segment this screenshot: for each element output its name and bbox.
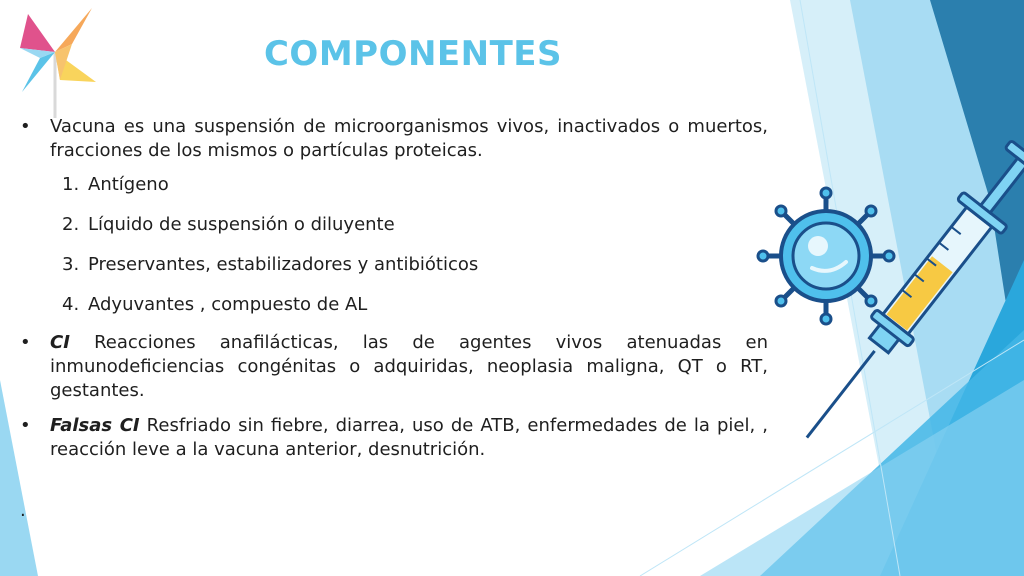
definition-text: Vacuna es una suspensión de microorganismos vivos, inactivados o muertos, fracciones de los mismos o partículas proteicas.	[50, 116, 768, 161]
ci-text: Reacciones anafilácticas, las de agentes vivos atenuadas en inmunodeficiencias congénitas o adquiridas, neoplasia maligna, QT o RT, gestantes.	[50, 332, 768, 401]
component-number: 1.	[62, 174, 80, 195]
bullet-contraindications	[20, 331, 768, 403]
component-item	[20, 213, 768, 237]
component-text: Preservantes, estabilizadores y antibióticos	[88, 254, 479, 275]
ci-label: CI	[50, 332, 70, 353]
component-text: Líquido de suspensión o diluyente	[88, 214, 395, 235]
bullet-dot: •	[20, 415, 31, 436]
stray-dot: .	[20, 500, 26, 521]
slide-content	[20, 115, 768, 484]
component-item	[20, 293, 768, 317]
component-number: 4.	[62, 294, 80, 315]
slide-title: COMPONENTES	[263, 34, 563, 74]
falsas-ci-text: Resfriado sin fiebre, diarrea, uso de ATB, enfermedades de la piel, , reacción leve a la vacuna anterior, desnutrición.	[50, 415, 768, 460]
components-list	[20, 173, 768, 317]
bullet-definition	[20, 115, 768, 163]
component-item	[20, 173, 768, 197]
virus-icon	[758, 188, 894, 324]
component-item	[20, 253, 768, 277]
bullet-false-contraindications	[20, 414, 768, 462]
component-text: Antígeno	[88, 174, 169, 195]
falsas-ci-label: Falsas CI	[50, 415, 140, 436]
component-number: 2.	[62, 214, 80, 235]
component-number: 3.	[62, 254, 80, 275]
component-text: Adyuvantes , compuesto de AL	[88, 294, 368, 315]
bullet-dot: •	[20, 332, 31, 353]
bullet-dot: •	[20, 116, 31, 137]
